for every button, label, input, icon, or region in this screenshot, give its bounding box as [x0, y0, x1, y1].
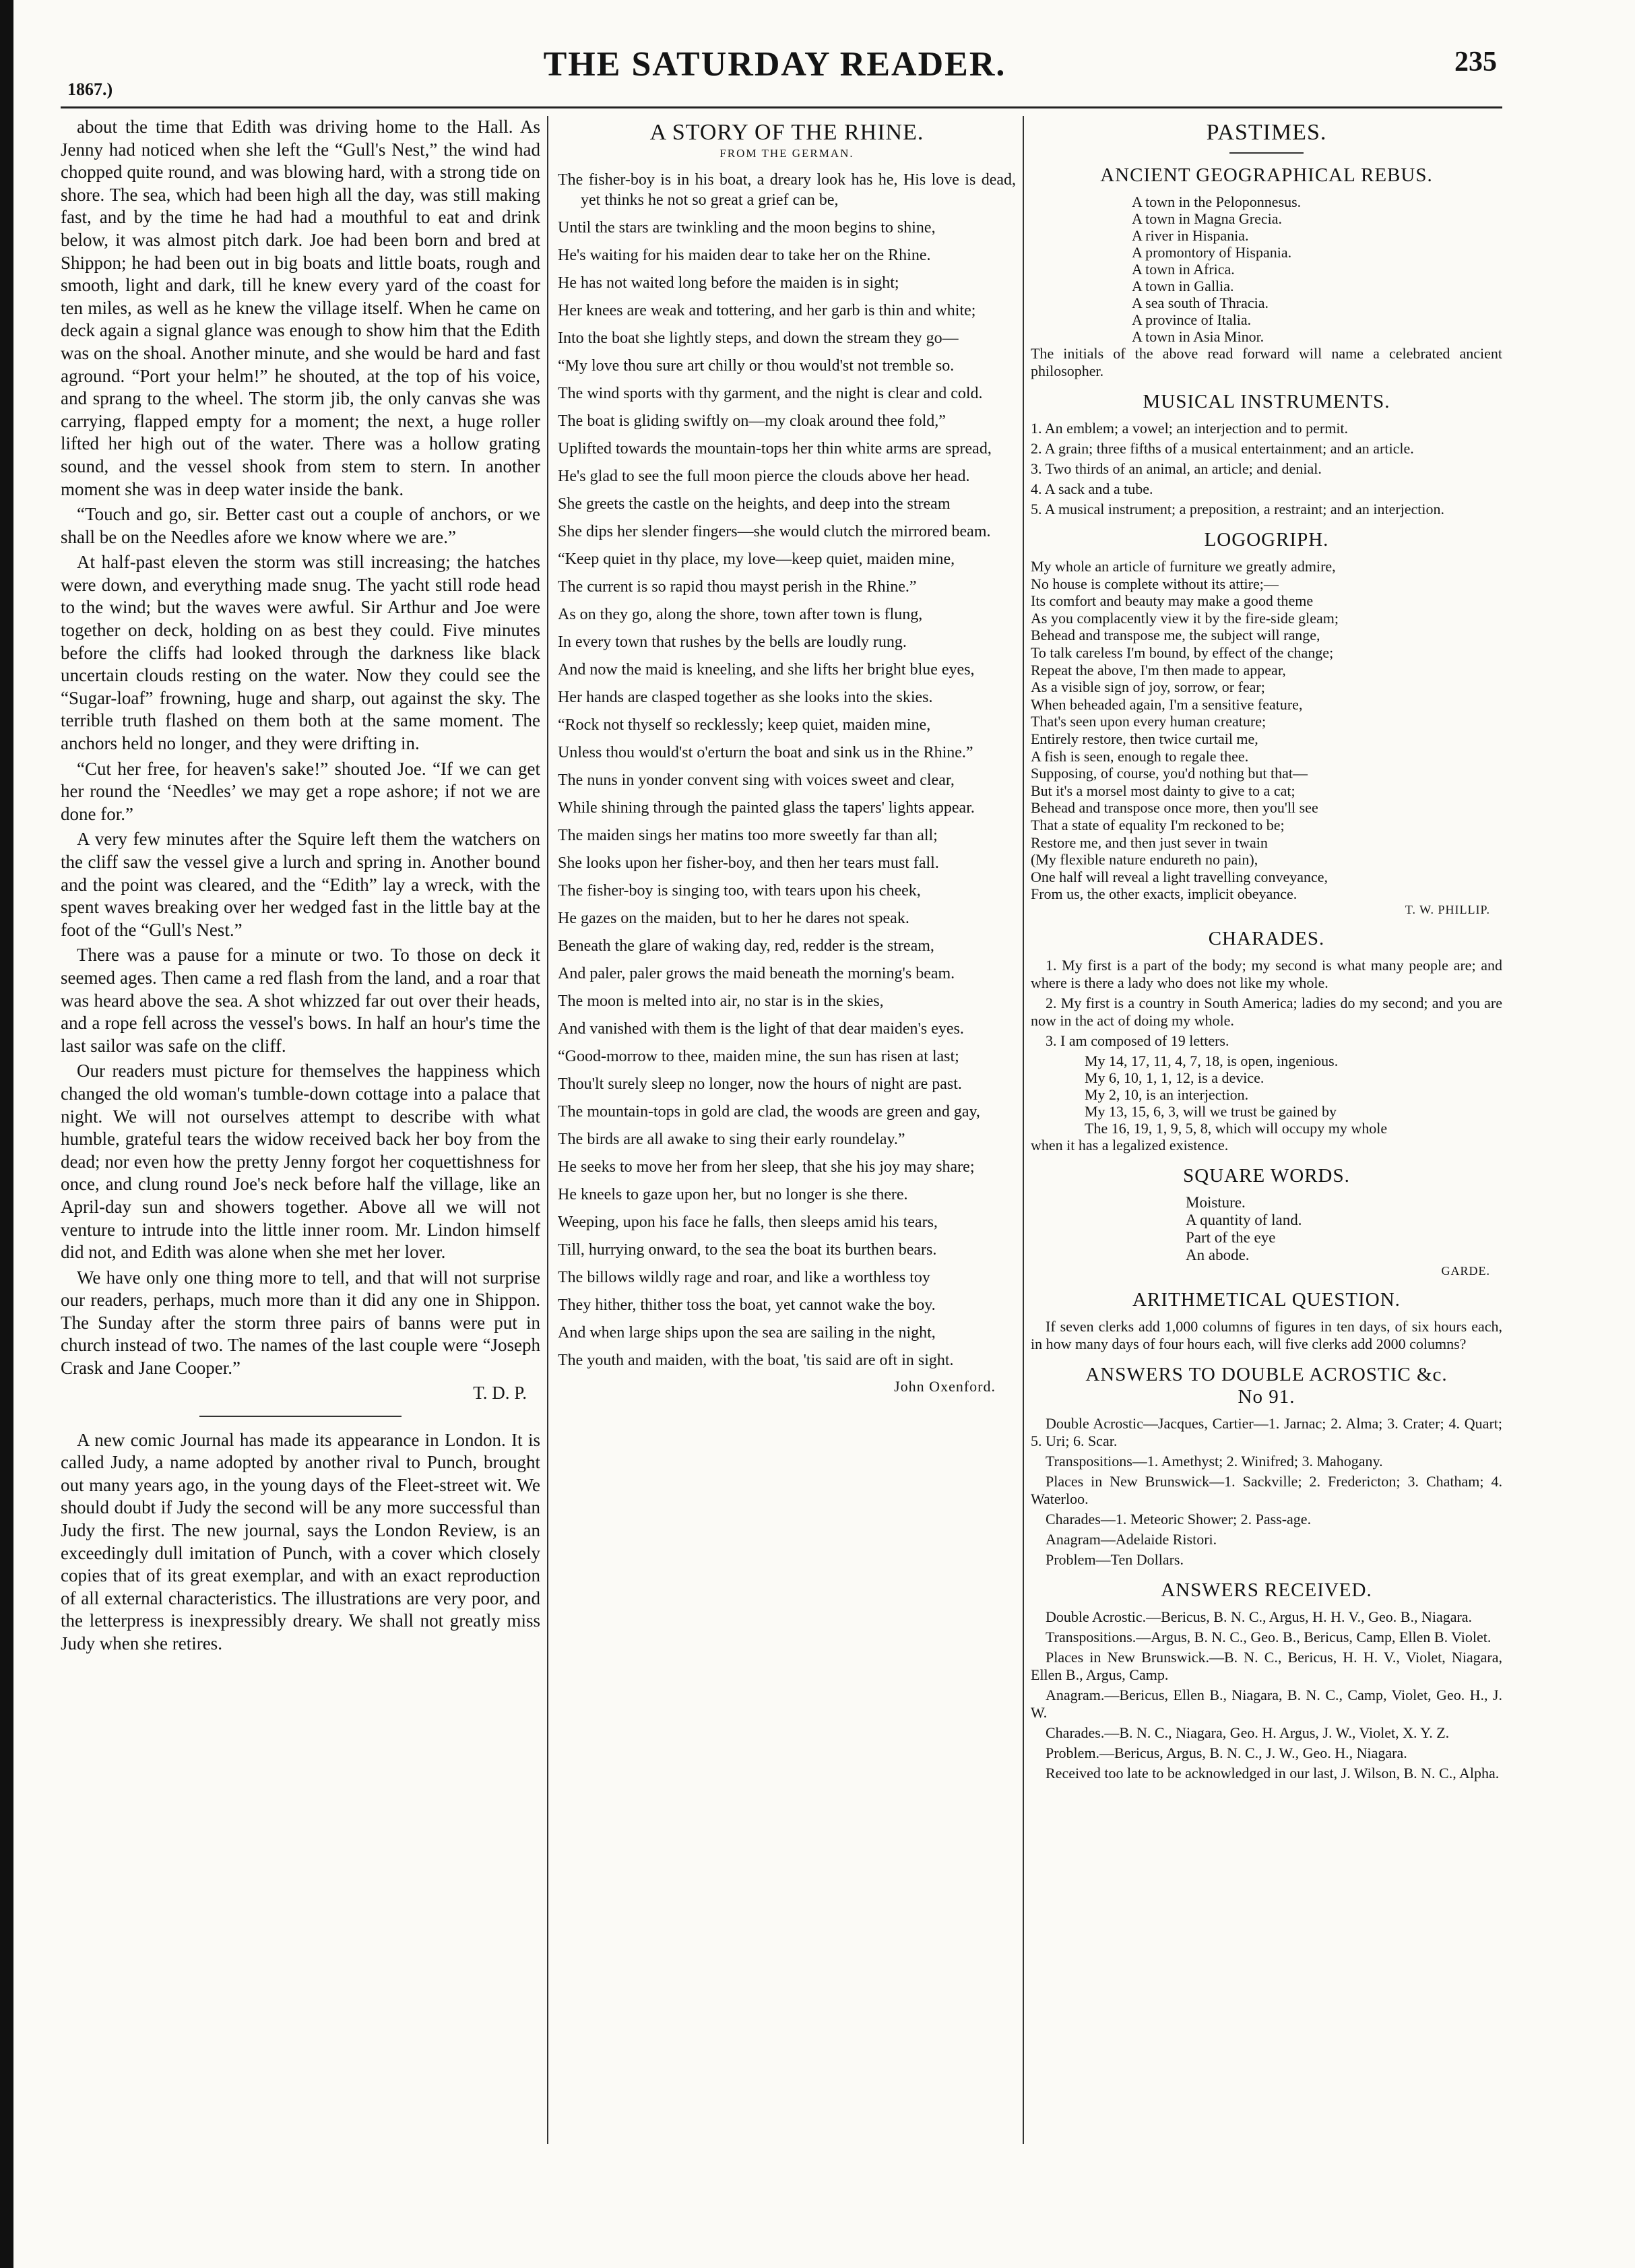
charade-line: My 13, 15, 6, 3, will we trust be gained by: [1085, 1102, 1337, 1120]
square-words: [1031, 1194, 1502, 1264]
poem-verse: Beneath the glare of waking day, red, redder is the stream,: [558, 937, 934, 955]
logogriph-line: No house is complete without its attire;—: [1031, 575, 1279, 592]
pastimes-column: [1031, 116, 1502, 2245]
logogriph-line: That a state of equality I'm reckoned to be;: [1031, 816, 1285, 833]
charade-line: My 14, 17, 11, 4, 7, 18, is open, ingenious.: [1085, 1052, 1339, 1069]
poem-verse: And paler, paler grows the maid beneath the morning's beam.: [558, 965, 955, 982]
logogriph-line: To talk careless I'm bound, by effect of the change;: [1031, 643, 1334, 661]
poem-verse: And vanished with them is the light of that dear maiden's eyes.: [558, 1020, 964, 1038]
poem-verse: In every town that rushes by the bells are loudly rung.: [558, 633, 907, 651]
logogriph-line: Behead and transpose me, the subject will range,: [1031, 627, 1320, 644]
judy-paragraph: A new comic Journal has made its appearance in London. It is called Judy, a name adopted by another rival to Punch, brought out many years ago, in the young days of the Fleet-street wit. We should doubt if Judy the second will be any more successful than Judy the first. The new journal, says the London Review, is an exceedingly dull imitation of Punch, with a cover which closely copies that of its great exemplar, and with an exact reproduction of all external characteristics. The illustrations are very poor, and the letterpress is inexpressibly dreary. We shall not greatly miss Judy when she retires.: [61, 1429, 540, 1653]
logogriph-line: A fish is seen, enough to regale thee.: [1031, 747, 1249, 765]
logogriph-line: Entirely restore, then twice curtail me,: [1031, 730, 1258, 747]
poem-verse: The current is so rapid thou mayst perish in the Rhine.”: [558, 578, 917, 596]
logogriph-line: But it's a morsel most dainty to give to a cat;: [1031, 782, 1295, 799]
received-item: Places in New Brunswick.—B. N. C., Bericus, H. H. V., Violet, Niagara, Ellen B., Argus, Camp.: [1031, 1648, 1502, 1683]
poem-verse: He's waiting for his maiden dear to take her on the Rhine.: [558, 247, 931, 264]
poem-verse: The billows wildly rage and roar, and like a worthless toy: [558, 1269, 930, 1286]
poem-verse: Until the stars are twinkling and the moon begins to shine,: [558, 219, 936, 237]
arithmetical-question: If seven clerks add 1,000 columns of figures in ten days, of six hours each, in how many days of four hours each, will five clerks add 2000 columns?: [1031, 1317, 1502, 1352]
section-rule: [1229, 152, 1304, 154]
rebus-title: ANCIENT GEOGRAPHICAL REBUS.: [1100, 164, 1433, 186]
poem-verse: Weeping, upon his face he falls, then sleeps amid his tears,: [558, 1214, 938, 1231]
story-signature: T. D. P.: [473, 1382, 527, 1403]
received-list: [1031, 1608, 1502, 1782]
story-paragraph: “Touch and go, sir. Better cast out a couple of anchors, or we shall be on the Needles afore we know where we are.”: [61, 504, 540, 547]
poem-verse: He's glad to see the full moon pierce the clouds above her head.: [558, 468, 970, 485]
square-word: An abode.: [1186, 1246, 1250, 1263]
logogriph-line: As a visible sign of joy, sorrow, or fear;: [1031, 679, 1265, 696]
charades-list: [1031, 957, 1502, 1050]
column-divider: [1023, 116, 1024, 2144]
received-item: Received too late to be acknowledged in our last, J. Wilson, B. N. C., Alpha.: [1046, 1764, 1500, 1782]
poem-verse: Unless thou would'st o'erturn the boat and sink us in the Rhine.”: [558, 744, 973, 761]
musical-item: 5. A musical instrument; a preposition, a restraint; and an interjection.: [1031, 501, 1445, 517]
square-word: A quantity of land.: [1186, 1211, 1302, 1228]
answers-list: [1031, 1415, 1502, 1569]
square-word: Part of the eye: [1186, 1228, 1276, 1246]
received-item: Anagram.—Bericus, Ellen B., Niagara, B. N. C., Camp, Violet, Geo. H., J. W.: [1031, 1686, 1502, 1721]
poem-verse: While shining through the painted glass the tapers' lights appear.: [558, 799, 975, 817]
logogriph-line: That's seen upon every human creature;: [1031, 713, 1267, 730]
square-words-signature: GARDE.: [1441, 1263, 1490, 1278]
poem-verse: She dips her slender fingers—she would clutch the mirrored beam.: [558, 523, 991, 540]
poem-verse: And when large ships upon the sea are sailing in the night,: [558, 1324, 936, 1342]
logogriph-line: My whole an article of furniture we greatly admire,: [1031, 558, 1336, 575]
received-item: Problem.—Bericus, Argus, B. N. C., J. W., Geo. H., Niagara.: [1046, 1744, 1407, 1761]
poem-verse: He seeks to move her from her sleep, that she his joy may share;: [558, 1158, 975, 1176]
rebus-clue: A town in Africa.: [1132, 261, 1235, 278]
charade-line: My 6, 10, 1, 1, 12, is a device.: [1085, 1069, 1264, 1086]
charade-item: 3. I am composed of 19 letters.: [1046, 1032, 1229, 1049]
logogriph-line: From us, the other exacts, implicit obeyance.: [1031, 885, 1297, 903]
poem-verse: The fisher-boy is singing too, with tears upon his cheek,: [558, 882, 921, 900]
rebus-clue: A town in the Peloponnesus.: [1132, 193, 1302, 210]
charade-three-lines: [1031, 1052, 1502, 1137]
logogriph-line: Behead and transpose once more, then you'll see: [1031, 799, 1318, 817]
answer-item: Problem—Ten Dollars.: [1046, 1550, 1184, 1568]
received-item: Double Acrostic.—Bericus, B. N. C., Argus, H. H. V., Geo. B., Niagara.: [1046, 1608, 1473, 1625]
received-item: Charades.—B. N. C., Niagara, Geo. H. Argus, J. W., Violet, X. Y. Z.: [1046, 1724, 1450, 1741]
rebus-clue: A town in Asia Minor.: [1132, 328, 1264, 345]
poem-verse: Her hands are clasped together as she looks into the skies.: [558, 689, 933, 706]
charade-line: My 2, 10, is an interjection.: [1085, 1085, 1249, 1103]
poem-verse: The nuns in yonder convent sing with voices sweet and clear,: [558, 771, 955, 789]
received-item: Transpositions.—Argus, B. N. C., Geo. B., Bericus, Camp, Ellen B. Violet.: [1046, 1628, 1492, 1645]
page-header: [47, 40, 1502, 115]
poem-verse: Uplifted towards the mountain-tops her thin white arms are spread,: [558, 440, 992, 458]
poem-verses: [558, 170, 1016, 1371]
musical-item: 1. An emblem; a vowel; an interjection and to permit.: [1031, 420, 1349, 437]
poem-author: John Oxenford.: [894, 1378, 996, 1395]
poem-verse: The boat is gliding swiftly on—my cloak around thee fold,”: [558, 412, 946, 430]
publication-title: THE SATURDAY READER.: [543, 45, 1006, 84]
poem-verse: The youth and maiden, with the boat, 'tis said are oft in sight.: [558, 1352, 954, 1369]
arithmetical-title: ARITHMETICAL QUESTION.: [1132, 1288, 1401, 1311]
story-column: [61, 116, 540, 2245]
logogriph-line: Its comfort and beauty may make a good theme: [1031, 592, 1314, 610]
charade-item: 1. My first is a part of the body; my second is what many people are; and where is there a lady who does not like my whole.: [1031, 956, 1502, 991]
answer-item: Places in New Brunswick—1. Sackville; 2. Fredericton; 3. Chatham; 4. Waterloo.: [1031, 1472, 1502, 1507]
rebus-clue: A province of Italia.: [1132, 311, 1252, 328]
issue-date: 1867.): [67, 80, 113, 99]
musical-item: 4. A sack and a tube.: [1031, 480, 1153, 497]
logogriph-signature: T. W. PHILLIP.: [1405, 902, 1490, 916]
poem-column: [558, 116, 1016, 2245]
poem-verse: “Good-morrow to thee, maiden mine, the sun has risen at last;: [558, 1048, 959, 1065]
poem-verse: “My love thou sure art chilly or thou would'st not tremble so.: [558, 357, 955, 375]
story-paragraph: At half-past eleven the storm was still increasing; the hatches were down, and everything made snug. The yacht still rode head to the wind; but the waves were awful. Sir Arthur and Joe were together on deck, holding on as best they could. Five minutes before the cliffs had looked through the darkness like black uncertain clouds resting on the water. Now they could see the “Sugar-loaf” frowning, huge and sharp, out against the sky. The terrible truth flashed on them both at the same moment. The anchors held no longer, and they were drifting in.: [61, 552, 540, 754]
received-title: ANSWERS RECEIVED.: [1161, 1579, 1372, 1601]
poem-verse: Into the boat she lightly steps, and down the stream they go—: [558, 329, 959, 347]
logogriph-line: Supposing, of course, you'd nothing but that—: [1031, 765, 1308, 782]
poem-verse: The moon is melted into air, no star is in the skies,: [558, 993, 884, 1010]
article-separator: [199, 1416, 402, 1417]
poem-verse: He gazes on the maiden, but to her he dares not speak.: [558, 910, 909, 927]
rebus-clue: A sea south of Thracia.: [1132, 294, 1269, 311]
answer-item: Transpositions—1. Amethyst; 2. Winifred; 3. Mahogany.: [1046, 1452, 1383, 1470]
answer-item: Anagram—Adelaide Ristori.: [1046, 1530, 1217, 1548]
logogriph-poem: [1031, 558, 1502, 903]
poem-verse: Thou'lt surely sleep no longer, now the hours of night are past.: [558, 1075, 962, 1093]
story-paragraph: “Cut her free, for heaven's sake!” shouted Joe. “If we can get her round the ‘Needles’ we may get a rope ashore; if not we are done for.”: [61, 758, 540, 824]
rebus-clue: A river in Hispania.: [1132, 227, 1249, 244]
poem-verse: She looks upon her fisher-boy, and then her tears must fall.: [558, 854, 939, 872]
poem-verse: He has not waited long before the maiden is in sight;: [558, 274, 899, 292]
rebus-clue: A town in Gallia.: [1132, 278, 1234, 294]
poem-verse: Her knees are weak and tottering, and her garb is thin and white;: [558, 302, 976, 319]
page-number: 235: [1454, 46, 1497, 77]
answers-number: No 91.: [1238, 1385, 1295, 1408]
logogriph-line: When beheaded again, I'm a sensitive feature,: [1031, 695, 1303, 713]
poem-subtitle: FROM THE GERMAN.: [719, 147, 854, 160]
poem-verse: The wind sports with thy garment, and the night is clear and cold.: [558, 385, 983, 402]
logogriph-line: Restore me, and then just sever in twain: [1031, 833, 1268, 851]
logogriph-line: As you complacently view it by the fire-side gleam;: [1031, 609, 1339, 627]
story-paragraph: A very few minutes after the Squire left them the watchers on the cliff saw the vessel give a lurch and spring in. Another bound and the point was cleared, and the “Edith” lay a wreck, with the spent waves breaking over her wedged fast in the little bay at the foot of the “Gull's Nest.”: [61, 829, 540, 940]
poem-title: A STORY OF THE RHINE.: [649, 120, 924, 145]
poem-verse: Till, hurrying onward, to the sea the boat its burthen bears.: [558, 1241, 937, 1259]
musical-item: 2. A grain; three fifths of a musical entertainment; and an article.: [1031, 440, 1414, 457]
poem-verse: The maiden sings her matins too more sweetly far than all;: [558, 827, 938, 844]
answer-item: Double Acrostic—Jacques, Cartier—1. Jarnac; 2. Alma; 3. Crater; 4. Quart; 5. Uri; 6. Scar.: [1031, 1414, 1502, 1449]
story-paragraph: Our readers must picture for themselves the happiness which changed the old woman's tumble-down cottage into a palace that night. We will not ourselves attempt to describe with what humble, grateful tears the widow received back her boy from the dead; nor even how the pretty Jenny forgot her coquettishness for once, and clung round Joe's neck before half the village, like an April-day sun and showers together. Above all we will not venture to intrude into the little inner room. Mr. Lindon himself did not, and Edith was alone when she met her lover.: [61, 1061, 540, 1263]
story-paragraph: about the time that Edith was driving home to the Hall. As Jenny had noticed when she left the “Gull's Nest,” the wind had chopped quite round, and was blowing hard, with a strong tide on shore. The sea, which had been high all the day, was still making fast, and by the time he had had a mouthful to eat and drink below, it was almost pitch dark. Joe had been born and bred at Shippon; he had been out in big boats and little boats, rough and smooth, light and dark, till he knew every yard of the coast for ten miles, as well as he knew the village itself. When he came on deck again a signal glance was enough to show him that the Edith was on the shoal. Another minute, and she would be hard and fast aground. “Port your helm!” he shouted, at the top of his voice, and sprang to the wheel. The storm jib, the only canvas she was carrying, flapped empty for a moment; the next, a huge roller lifted her high out of the water. There was a hollow grating sound, and the vessel shook from stem to stern. In another moment she was in deep water inside the bank.: [61, 117, 540, 499]
musical-item: 3. Two thirds of an animal, an article; and denial.: [1031, 460, 1322, 477]
poem-verse: The birds are all awake to sing their early roundelay.”: [558, 1131, 905, 1148]
rebus-clue: A town in Magna Grecia.: [1132, 210, 1282, 227]
charade-line: The 16, 19, 1, 9, 5, 8, which will occupy my whole: [1085, 1119, 1388, 1137]
logogriph-line: Repeat the above, I'm then made to appear,: [1031, 661, 1286, 679]
charade-three-end: when it has a legalized existence.: [1031, 1136, 1229, 1154]
poem-verse: The mountain-tops in gold are clad, the woods are green and gay,: [558, 1103, 980, 1121]
answers-title: ANSWERS TO DOUBLE ACROSTIC &c.: [1085, 1363, 1448, 1385]
poem-verse: As on they go, along the shore, town after town is flung,: [558, 606, 923, 623]
scan-edge: [0, 0, 13, 2268]
charade-item: 2. My first is a country in South America; ladies do my second; and you are now in the act of doing my whole.: [1031, 994, 1502, 1029]
poem-verse: The fisher-boy is in his boat, a dreary look has he, His love is dead, yet thinks he not so great a grief can be,: [558, 171, 1016, 209]
poem-verse: And now the maid is kneeling, and she lifts her bright blue eyes,: [558, 661, 975, 679]
square-word: Moisture.: [1186, 1193, 1246, 1211]
musical-items: [1031, 420, 1502, 518]
rebus-clue: A promontory of Hispania.: [1132, 244, 1292, 261]
poem-verse: “Keep quiet in thy place, my love—keep quiet, maiden mine,: [558, 550, 955, 568]
rebus-note: The initials of the above read forward will name a celebrated ancient philosopher.: [1031, 345, 1502, 379]
poem-verse: He kneels to gaze upon her, but no longer is she there.: [558, 1186, 908, 1203]
musical-title: MUSICAL INSTRUMENTS.: [1143, 391, 1390, 412]
logogriph-title: LOGOGRIPH.: [1204, 529, 1329, 550]
charades-title: CHARADES.: [1208, 927, 1325, 949]
answer-item: Charades—1. Meteoric Shower; 2. Pass-age.: [1046, 1510, 1312, 1527]
poem-verse: They hither, thither toss the boat, yet cannot wake the boy.: [558, 1296, 936, 1314]
story-paragraph: There was a pause for a minute or two. To those on deck it seemed ages. Then came a red flash from the land, and a roar that was heard above the sea. A shot whizzed far out over their heads, and a rope fell across the vessel's bows. In half an hour's time the last sailor was safe on the cliff.: [61, 945, 540, 1056]
square-words-title: SQUARE WORDS.: [1183, 1164, 1350, 1187]
header-rule: [61, 106, 1502, 108]
logogriph-line: One half will reveal a light travelling conveyance,: [1031, 868, 1328, 885]
poem-verse: “Rock not thyself so recklessly; keep quiet, maiden mine,: [558, 716, 931, 734]
pastimes-title: PASTIMES.: [1206, 120, 1327, 145]
column-divider: [547, 116, 548, 2144]
story-paragraph: We have only one thing more to tell, and that will not surprise our readers, perhaps, much more than it did any one in Shippon. The Sunday after the storm three pairs of banns were put in church instead of two. The names of the last couple were “Joseph Crask and Jane Cooper.”: [61, 1267, 540, 1379]
logogriph-line: (My flexible nature endureth no pain),: [1031, 851, 1258, 869]
poem-verse: She greets the castle on the heights, and deep into the stream: [558, 495, 951, 513]
rebus-clues: [1031, 193, 1502, 345]
